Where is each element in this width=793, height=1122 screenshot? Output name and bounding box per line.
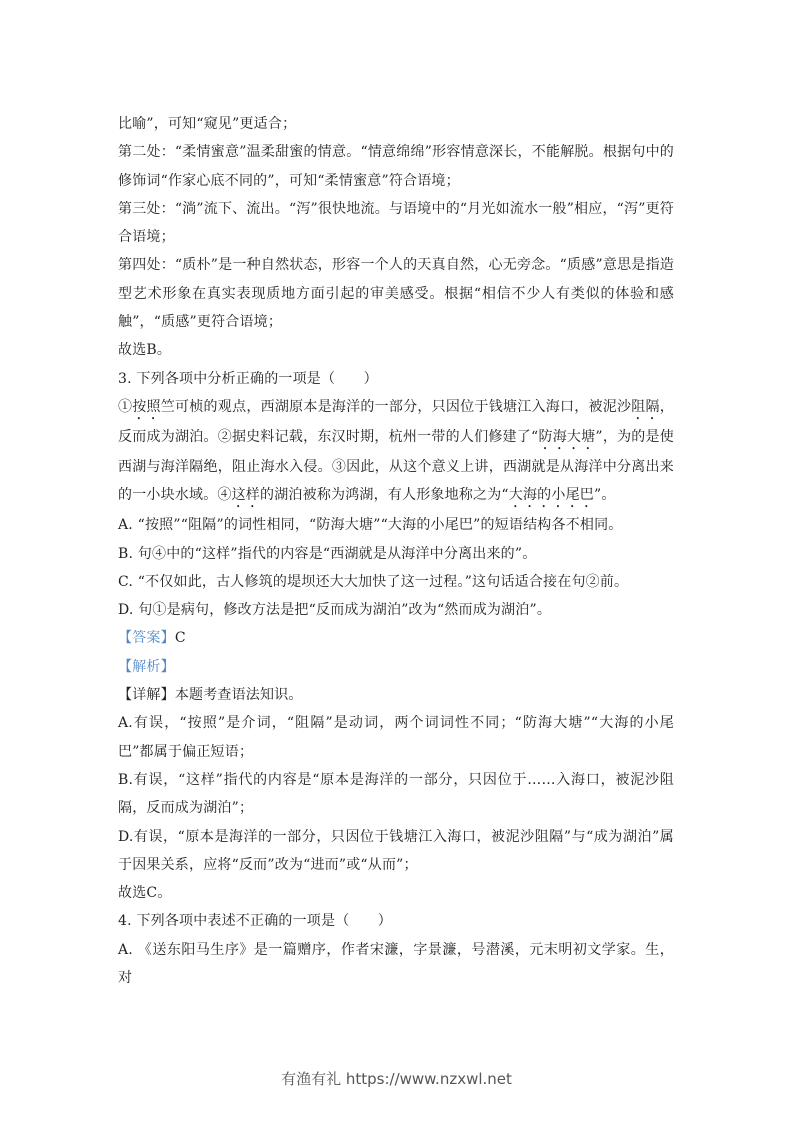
conclusion: 故选C。 <box>118 885 172 902</box>
emphasized-word: 防海大塘 <box>538 428 596 445</box>
option-text: “不仅如此，古人修筑的堤坝还大大加快了这一过程。”这句话适合接在句②前。 <box>137 573 629 590</box>
detail-line <box>118 681 674 709</box>
answer-line <box>118 624 674 652</box>
option-label: C. <box>118 573 134 590</box>
option-text: “按照”“阻隔”的词性相同，“防海大塘”“大海的小尾巴”的短语结构各不相同。 <box>137 517 623 534</box>
paragraph-1: 比喻”，可知“窥见”更适合； <box>118 116 297 132</box>
option-d <box>118 596 674 624</box>
passage-segment: ① <box>118 398 133 415</box>
emphasized-word: 大海的小尾巴 <box>508 487 594 504</box>
passage-segment: ”，为的是使西湖与海洋隔绝，阻止海水入侵。③因此，从这个意义上讲，西湖就是从海洋中分离出来的一小块水域。④ <box>118 428 674 504</box>
option-label: A. <box>118 517 133 534</box>
option-b <box>118 540 674 568</box>
document-page <box>118 110 674 992</box>
question-4-stem: 4. 下列各项中表述不正确的一项是（ ） <box>118 913 393 930</box>
passage-segment: ”。 <box>593 487 616 504</box>
option-c <box>118 568 674 596</box>
emphasized-word: 阻隔 <box>631 398 660 415</box>
detail-label: 【详解】 <box>118 687 175 704</box>
paragraph-2: 第二处：“柔情蜜意”温柔甜蜜的情意。“情意绵绵”形容情意深长，不能解脱。根据句中的修饰词“作家心底不同的”，可知“柔情蜜意”符合语境； <box>118 144 674 189</box>
passage-segment: 竺可桢的观点，西湖原本是海洋的一部分，只因位于钱塘江入海口，被泥沙 <box>160 398 632 415</box>
answer-label: 【答案】 <box>118 630 175 647</box>
paragraph-5: 故选B。 <box>118 342 172 359</box>
passage-segment: ，反而成为湖泊。②据史料记载，东汉时期，杭州一带的人们修建了“ <box>118 398 674 445</box>
analysis-line <box>118 653 674 681</box>
passage-segment: 的湖泊被称为鸿湖，有人形象地称之为“ <box>260 487 509 504</box>
answer-value: C <box>174 630 186 647</box>
option-label: D. <box>118 602 134 619</box>
footer-watermark: 有渔有礼 https://www.nzxwl.net <box>281 1070 512 1088</box>
question-3-stem: 3. 下列各项中分析正确的一项是（ ） <box>118 370 378 387</box>
option-a <box>118 511 674 539</box>
emphasized-word: 按照 <box>132 398 161 415</box>
detail-intro: 本题考查语法知识。 <box>174 687 303 704</box>
question-3-passage <box>118 393 674 511</box>
analysis-label: 【解析】 <box>118 658 175 675</box>
explanation-d: D.有误，“原本是海洋的一部分，只因位于钱塘江入海口，被泥沙阻隔”与“成为湖泊”属于因果关系，应将“反而”改为“进而”或“从而”； <box>118 828 674 873</box>
option-label: B. <box>118 545 134 562</box>
explanation-a: A.有误，“按照”是介词，“阻隔”是动词，两个词词性不同；“防海大塘”“大海的小尾巴”都属于偏正短语； <box>118 715 674 760</box>
option-label: A. <box>118 941 133 958</box>
emphasized-word: 这样 <box>231 487 261 504</box>
explanation-b: B.有误，“这样”指代的内容是“原本是海洋的一部分，只因位于……入海口，被泥沙阻隔，反而成为湖泊”； <box>118 771 674 817</box>
paragraph-4: 第四处：“质朴”是一种自然状态，形容一个人的天真自然，心无旁念。“质感”意思是指造型艺术形象在真实表现质地方面引起的审美感受。根据“相信不少人有类似的体验和感触”，“质感”更符合语境； <box>118 257 674 331</box>
paragraph-3: 第三处：“淌”流下、流出。“泻”很快地流。与语境中的“月光如流水一般”相应，“泻”更符合语境； <box>118 200 674 246</box>
option-text: 句①是病句，修改方法是把“反而成为湖泊”改为“然而成为湖泊”。 <box>138 602 552 619</box>
question-4-option-a <box>118 936 674 993</box>
option-text: 句④中的“这样”指代的内容是“西湖就是从海洋中分离出来的”。 <box>137 545 537 562</box>
option-text: 《送东阳马生序》是一篇赠序，作者宋濂，字景濂，号潜溪，元末明初文学家。生，对 <box>118 941 674 987</box>
